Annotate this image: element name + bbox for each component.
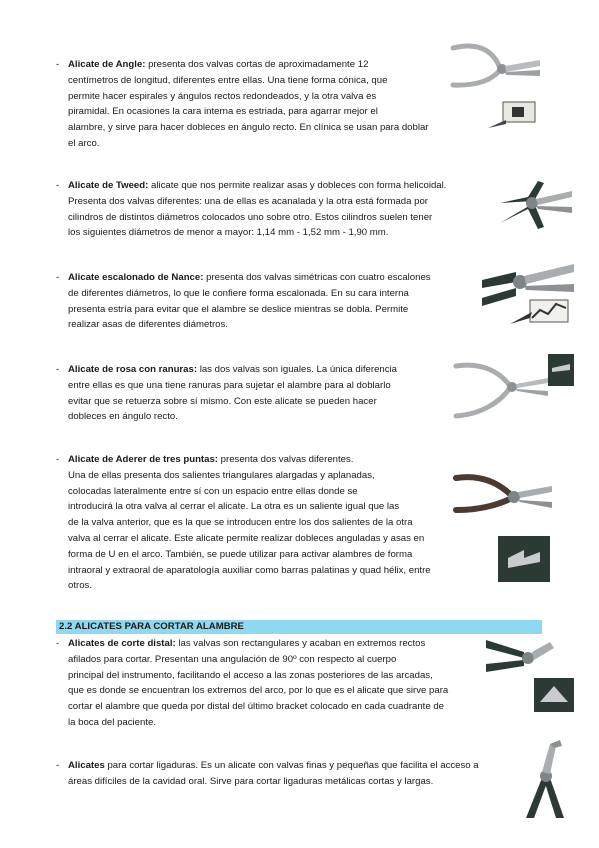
entry-title: Alicate de Tweed: bbox=[68, 180, 149, 191]
entry-title: Alicate de Angle: bbox=[68, 59, 146, 70]
entry-title: Alicate escalonado de Nance: bbox=[68, 272, 204, 283]
bullet-dash: - bbox=[56, 272, 60, 283]
bullet-dash: - bbox=[56, 59, 60, 70]
entry-title: Alicate de Aderer de tres puntas: bbox=[68, 454, 218, 465]
distal-cutter-image bbox=[484, 630, 576, 714]
bullet-dash: - bbox=[56, 760, 60, 771]
entry-title: Alicate de rosa con ranuras: bbox=[68, 364, 198, 375]
entry-title: Alicates de corte distal: bbox=[68, 638, 176, 649]
entry-title: Alicates bbox=[68, 760, 105, 771]
entry-nance: - Alicate escalonado de Nance: presenta dos valvas simétricas con cuatro escalones de diferentes diámetros, lo que le confiere forma escalonada. En su cara interna presenta estría para evitar que el alambre se deslice mientras se dobla. Permite realizar asas de diferentes diámetros. bbox=[56, 272, 431, 331]
angle-pliers-image bbox=[448, 40, 548, 140]
entry-aderer: - Alicate de Aderer de tres puntas: presenta dos valvas diferentes. Una de ellas presenta dos salientes triangulares alargadas y aplanadas, colocadas lateralmente entre sí con un espacio entre ellas donde se introducirá la otra valva al cerrar el alicate. La otra es un saliente igual que las de la valva anterior, que es la que se introducen entre los dos salientes de la otra valva al cerrar el alicate. Este alicate permite realizar dobleces anguladas y asas en forma de U en el arco. También, se puede utilizar para activar alambres de forma intraoral y extraoral de aparatología auxiliar como barras palatinas y quad hélix, entre otros. bbox=[56, 454, 431, 592]
entry-tweed: - Alicate de Tweed: alicate que nos permite realizar asas y dobleces con forma helicoidal. Presenta dos valvas diferentes: una de ellas es acanalada y la otra está formada por cilindros de distintos diámetros colocados uno sobre otro. Estos cilindros suelen tener los siguientes diámetros de menor a mayor: 1,14 mm - 1,52 mm - 1,90 mm. bbox=[56, 180, 447, 239]
bullet-dash: - bbox=[56, 454, 60, 465]
entry-distal-cutter: - Alicates de corte distal: las valvas son rectangulares y acaban en extremos rectos afilados para cortar. Presentan una angulación de 90º con respecto al cuerpo principal del instrumento, facilitando el acceso a las zonas posteriores de las arcadas, que es donde se encuentran los extremos del arco, por lo que es el alicate que sirve para cortar el alambre que queda por distal del último bracket colocado en cada cuadrante de la boca del paciente. bbox=[56, 638, 449, 728]
rosa-pliers-image bbox=[452, 348, 576, 426]
entry-ligature-cutter: - Alicates para cortar ligaduras. Es un alicate con valvas finas y pequeñas que facilita el acceso a áreas difíciles de la cavidad oral. Sirve para cortar ligaduras metálicas cortas y largas. bbox=[56, 760, 479, 787]
bullet-dash: - bbox=[56, 180, 60, 191]
entry-rosa: - Alicate de rosa con ranuras: las dos valvas son iguales. La única diferencia entre ellas es que una tiene ranuras para sujetar el alambre para al doblarlo evitar que se retuerza sobre sí mismo. Con este alicate se pueden hacer dobleces en ángulo recto. bbox=[56, 364, 398, 423]
ligature-cutter-image bbox=[520, 738, 574, 820]
bullet-dash: - bbox=[56, 638, 60, 649]
aderer-pliers-image bbox=[452, 460, 556, 584]
bullet-dash: - bbox=[56, 364, 60, 375]
tweed-pliers-image bbox=[498, 173, 574, 235]
section-heading: 2.2 ALICATES PARA CORTAR ALAMBRE bbox=[56, 620, 542, 634]
nance-pliers-image bbox=[480, 258, 576, 328]
entry-angle: - Alicate de Angle: presenta dos valvas cortas de aproximadamente 12 centímetros de longitud, diferentes entre ellas. Una tiene forma cónica, que permite hacer espirales y ángulos rectos redondeados, y la otra valva es piramidal. En ocasiones la cara interna es estriada, para agarrar mejor el alambre, y sirve para hacer dobleces en ángulo recto. En clínica se usan para doblar el arco. bbox=[56, 59, 429, 149]
